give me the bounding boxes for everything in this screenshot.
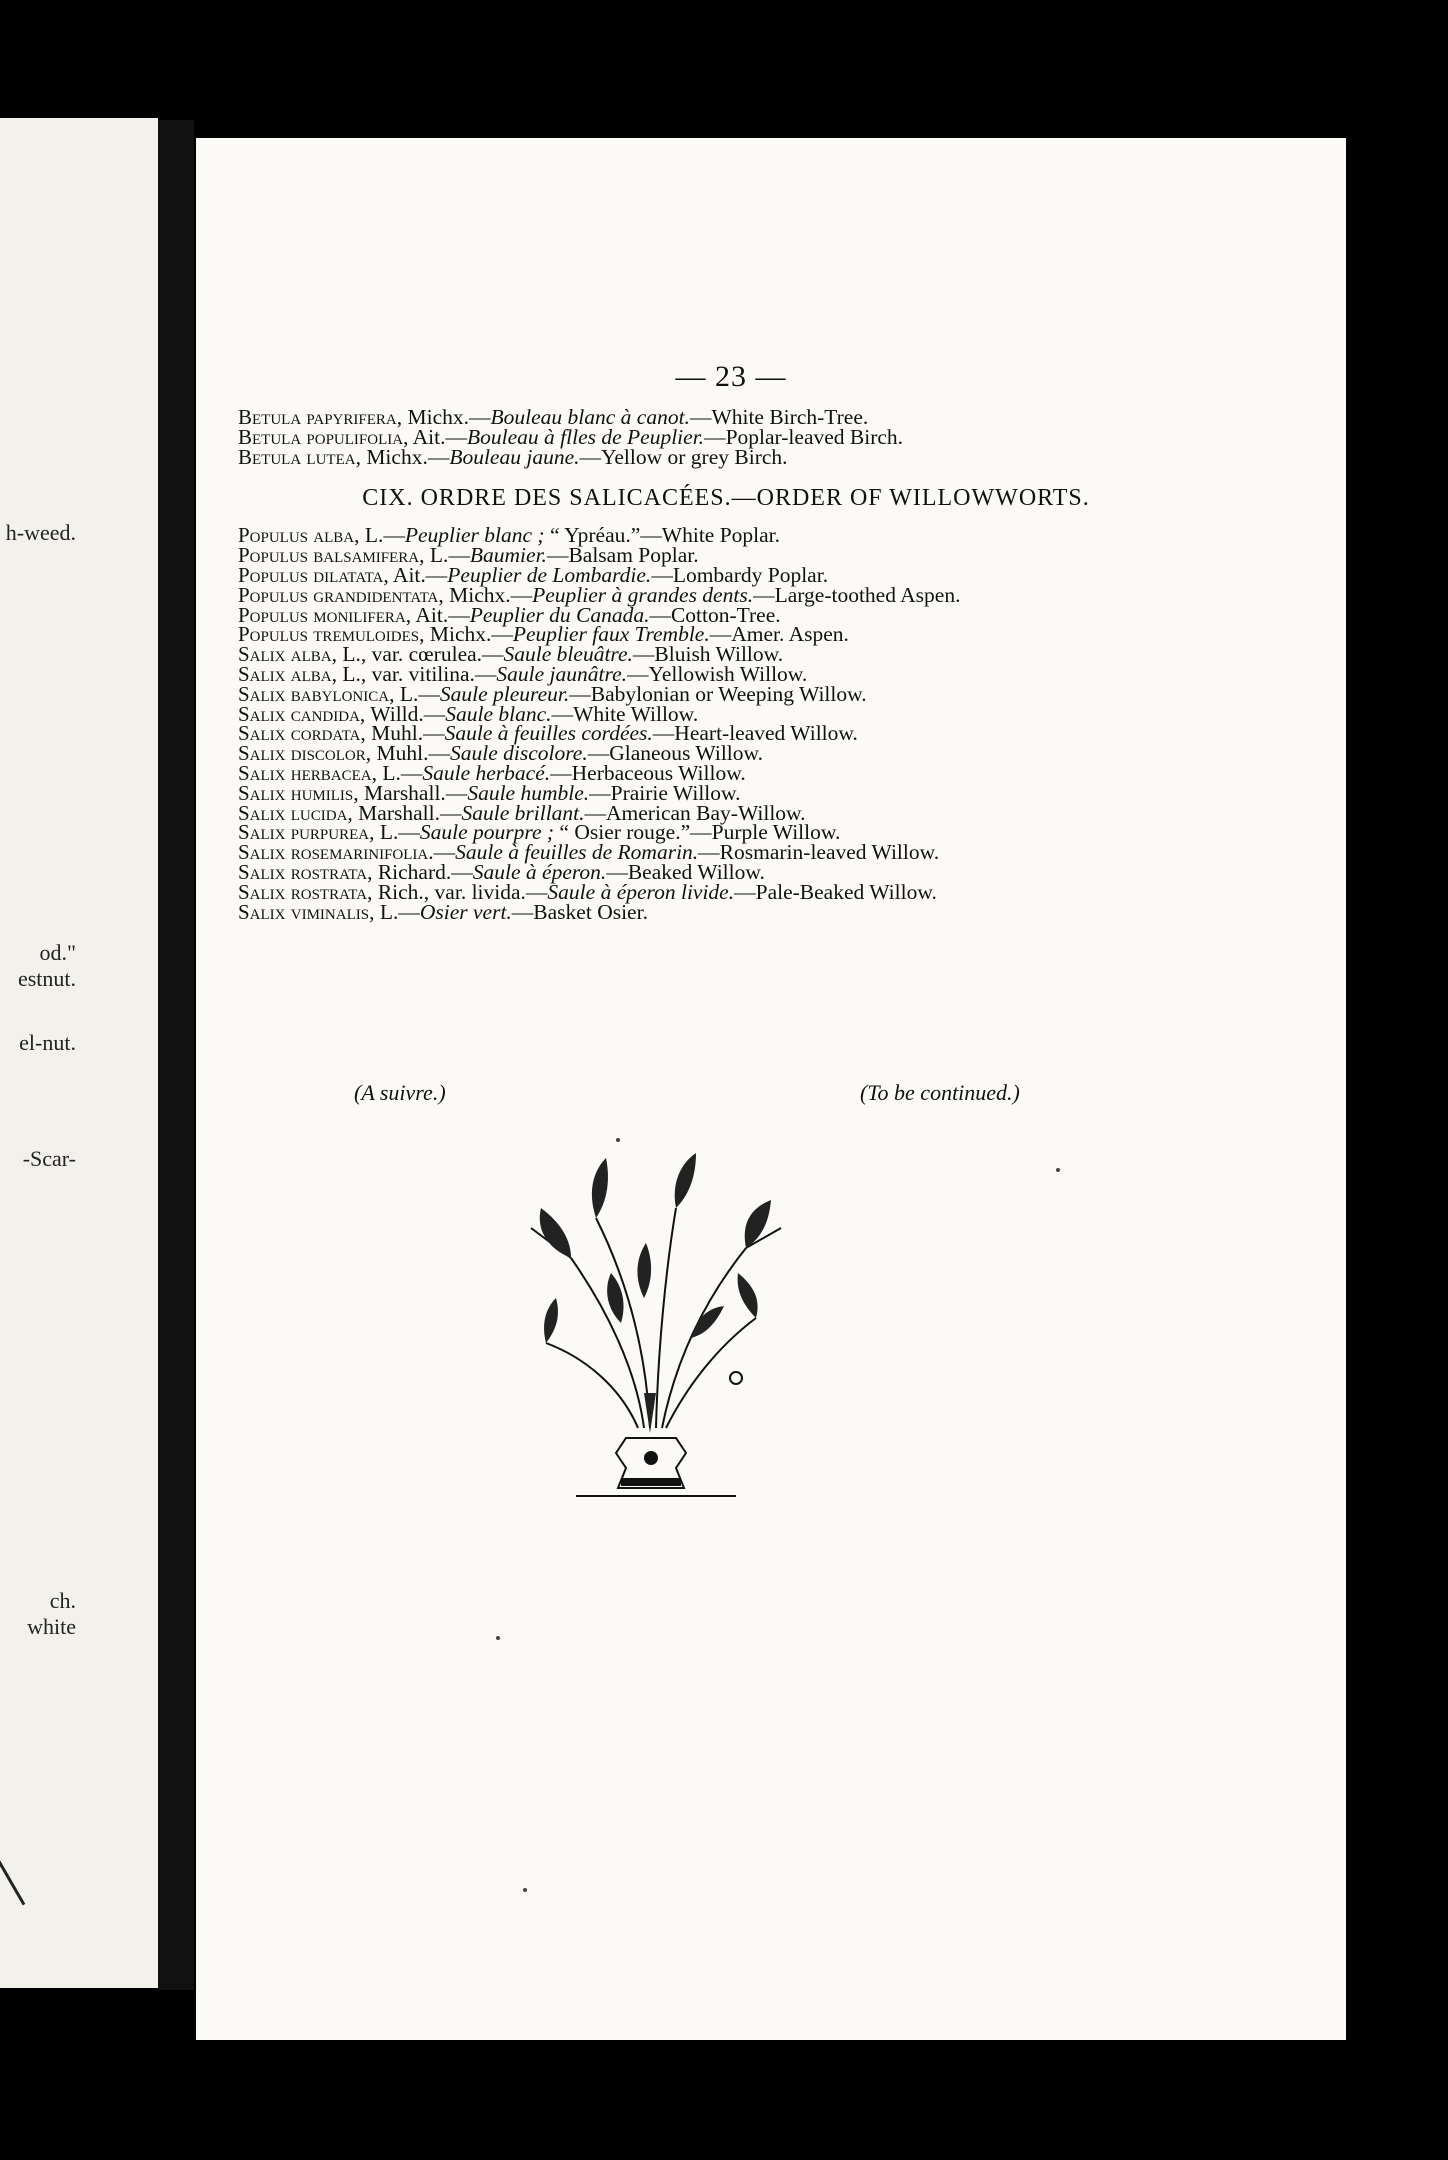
bud-shape xyxy=(644,1393,656,1433)
french-name: Saule à feuilles de Romarin. xyxy=(455,840,699,865)
taxon-author: , L.— xyxy=(371,760,423,785)
left-fragment: white xyxy=(27,1614,76,1639)
taxon-author: , Muhl.— xyxy=(365,741,450,766)
book-gutter xyxy=(158,120,194,1990)
vase-ornament xyxy=(644,1451,658,1465)
french-name: Bouleau jaune. xyxy=(449,444,580,469)
vase-vignette xyxy=(526,1148,786,1513)
english-name: —Herbaceous Willow. xyxy=(550,760,746,785)
taxon-author: , Ait.— xyxy=(383,562,448,587)
english-name: —Beaked Willow. xyxy=(606,859,765,884)
entry-list xyxy=(238,405,1238,924)
leaf-shape xyxy=(607,1273,623,1323)
section-heading: CIX. ORDRE DES SALICACÉES.—ORDER OF WILLOWWORTS. xyxy=(362,485,1090,512)
page-number: — 23 — xyxy=(675,360,787,393)
document-page xyxy=(196,138,1346,2040)
taxon-name: Betula lutea xyxy=(238,444,356,469)
english-name: —Cotton-Tree. xyxy=(649,602,781,627)
taxon-author: , Muhl.— xyxy=(360,721,445,746)
english-name: —Poplar-leaved Birch. xyxy=(704,424,904,449)
salicaceae-group xyxy=(238,523,1238,924)
english-name: —Heart-leaved Willow. xyxy=(652,721,858,746)
french-name: Saule humble. xyxy=(467,780,590,805)
french-name: Peuplier faux Tremble. xyxy=(512,622,710,647)
taxon-name: Populus balsamifera xyxy=(238,543,420,568)
taxon-author: , L.— xyxy=(389,681,440,706)
taxon-author: , Ait.— xyxy=(403,424,468,449)
english-name: —Yellowish Willow. xyxy=(626,661,808,686)
french-name: Saule pleureur. xyxy=(439,681,570,706)
stem-line xyxy=(656,1208,676,1428)
english-name: “ Ypréau.”—White Poplar. xyxy=(544,523,781,548)
ink-speck xyxy=(1056,1168,1060,1172)
continued-english: (To be continued.) xyxy=(860,1080,1020,1105)
taxon-author: , Michx.— xyxy=(419,622,513,647)
taxon-name: Salix viminalis xyxy=(238,899,370,924)
taxon-name: Salix alba xyxy=(238,661,332,686)
taxon-author: , Marshall.— xyxy=(353,780,468,805)
ink-speck xyxy=(523,1888,527,1892)
taxon-name: Salix cordata xyxy=(238,721,361,746)
taxon-name: Salix discolor xyxy=(238,741,366,766)
left-fragment: el-nut. xyxy=(19,1030,76,1055)
taxon-author: , Ait.— xyxy=(405,602,470,627)
taxon-author: , Willd.— xyxy=(359,701,446,726)
taxon-author: , L.— xyxy=(369,899,420,924)
taxon-name: Salix humilis xyxy=(238,780,354,805)
french-name: Peuplier de Lombardie. xyxy=(447,562,652,587)
taxon-name: Salix purpurea xyxy=(238,820,370,845)
taxon-name: Salix alba xyxy=(238,642,332,667)
english-name: —Glaneous Willow. xyxy=(587,741,764,766)
taxon-name: Salix candida xyxy=(238,701,360,726)
taxon-name: Populus tremuloides xyxy=(238,622,420,647)
left-fragment: h-weed. xyxy=(5,520,76,545)
english-name: —White Willow. xyxy=(551,701,699,726)
french-name: Saule à éperon livide. xyxy=(547,879,735,904)
french-name: Saule brillant. xyxy=(461,800,585,825)
taxon-name: Salix herbacea xyxy=(238,760,372,785)
english-name: —Rosmarin-leaved Willow. xyxy=(698,840,940,865)
french-name: Saule herbacé. xyxy=(422,760,551,785)
taxon-name: Salix lucida xyxy=(238,800,348,825)
english-name: —Basket Osier. xyxy=(511,899,648,924)
french-name: Bouleau blanc à canot. xyxy=(490,405,690,429)
taxon-entry xyxy=(238,899,1238,924)
taxon-author: , L.— xyxy=(419,543,470,568)
leaf-shape xyxy=(675,1153,696,1208)
french-name: Baumier. xyxy=(469,543,547,568)
taxon-author: .— xyxy=(428,840,456,865)
ink-speck xyxy=(496,1636,500,1640)
taxon-name: Betula papyrifera xyxy=(238,405,397,429)
taxon-name: Populus dilatata xyxy=(238,562,384,587)
taxon-name: Populus monilifera xyxy=(238,602,406,627)
left-fragment: -Scar- xyxy=(22,1146,76,1171)
english-name: —Balsam Poplar. xyxy=(546,543,699,568)
taxon-author: , Richard.— xyxy=(367,859,473,884)
english-name: —Bluish Willow. xyxy=(632,642,784,667)
leaf-shape xyxy=(592,1158,608,1218)
taxon-name: Salix rostrata xyxy=(238,859,368,884)
taxon-name: Salix rostrata xyxy=(238,879,368,904)
english-name: —White Birch-Tree. xyxy=(689,405,869,429)
english-name: “ Osier rouge.”—Purple Willow. xyxy=(554,820,841,845)
taxon-author: , Michx.— xyxy=(396,405,491,429)
taxon-author: , L.— xyxy=(354,523,405,548)
taxon-author: , Rich., var. livida.— xyxy=(367,879,548,904)
stem-line xyxy=(596,1218,650,1428)
betula-group xyxy=(238,405,1238,469)
french-name: Saule à éperon. xyxy=(472,859,607,884)
taxon-author: , Marshall.— xyxy=(347,800,462,825)
french-name: Peuplier blanc ; xyxy=(404,523,545,548)
facing-page-fragment xyxy=(0,118,158,1988)
taxon-name: Populus grandidentata xyxy=(238,582,439,607)
french-name: Saule bleuâtre. xyxy=(503,642,633,667)
leaf-shape xyxy=(637,1243,651,1298)
taxon-author: , Michx.— xyxy=(355,444,450,469)
english-name: —American Bay-Willow. xyxy=(584,800,806,825)
english-name: —Large-toothed Aspen. xyxy=(753,582,961,607)
taxon-author: , L.— xyxy=(369,820,420,845)
taxon-author: , L., var. cœrulea.— xyxy=(331,642,504,667)
left-fragment: estnut. xyxy=(17,966,76,991)
taxon-name: Betula populifolia xyxy=(238,424,404,449)
leaf-shape xyxy=(540,1208,571,1258)
ink-mark xyxy=(0,1861,25,1906)
leaf-shape xyxy=(544,1298,558,1343)
english-name: —Babylonian or Weeping Willow. xyxy=(569,681,867,706)
stem-line xyxy=(571,1258,644,1428)
taxon-name: Salix babylonica xyxy=(238,681,390,706)
english-name: —Prairie Willow. xyxy=(589,780,741,805)
leaf-shape xyxy=(691,1306,724,1338)
taxon-entry xyxy=(238,444,1238,469)
english-name: —Pale-Beaked Willow. xyxy=(734,879,937,904)
left-fragment: od." xyxy=(39,940,76,965)
stem-line xyxy=(666,1318,756,1428)
french-name: Saule pourpre ; xyxy=(419,820,555,845)
left-fragment: ch. xyxy=(49,1588,76,1613)
flower-shape xyxy=(730,1372,742,1384)
vase-band xyxy=(621,1478,681,1486)
leaf-shape xyxy=(738,1273,758,1318)
taxon-author: , Michx.— xyxy=(438,582,533,607)
french-name: Peuplier du Canada. xyxy=(469,602,650,627)
ink-speck xyxy=(616,1138,620,1142)
french-name: Saule discolore. xyxy=(449,741,588,766)
english-name: —Amer. Aspen. xyxy=(709,622,849,647)
french-name: Bouleau à flles de Peuplier. xyxy=(467,424,705,449)
french-name: Saule blanc. xyxy=(445,701,552,726)
french-name: Saule jaunâtre. xyxy=(496,661,627,686)
taxon-name: Salix rosemarinifolia xyxy=(238,840,429,865)
taxon-name: Populus alba xyxy=(238,523,355,548)
french-name: Saule à feuilles cordées. xyxy=(444,721,653,746)
english-name: —Lombardy Poplar. xyxy=(651,562,829,587)
french-name: Peuplier à grandes dents. xyxy=(532,582,754,607)
continued-french: (A suivre.) xyxy=(354,1080,446,1105)
french-name: Osier vert. xyxy=(419,899,512,924)
taxon-author: , L., var. vitilina.— xyxy=(331,661,497,686)
english-name: —Yellow or grey Birch. xyxy=(579,444,788,469)
